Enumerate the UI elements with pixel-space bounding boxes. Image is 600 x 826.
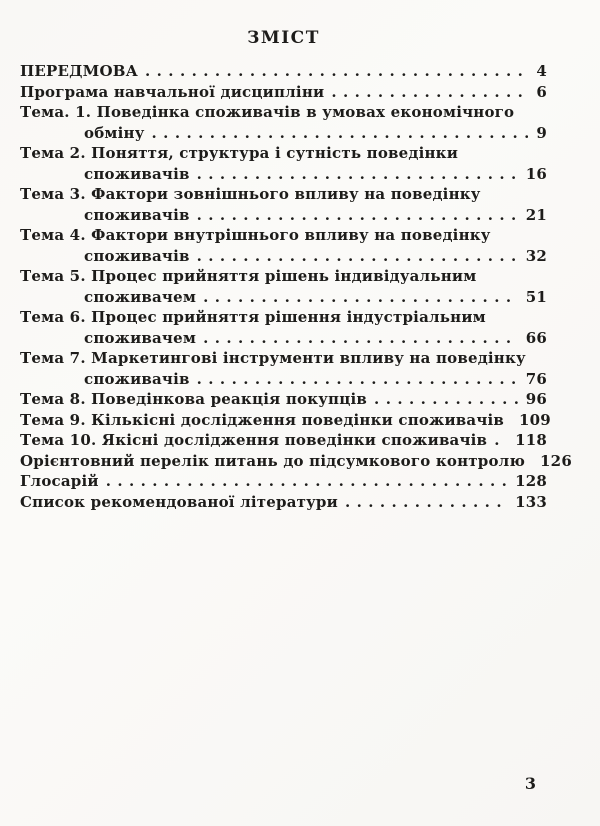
toc-entry — [20, 143, 547, 184]
toc-entries-list — [20, 61, 572, 512]
toc-entry-line — [20, 82, 547, 103]
toc-entry-line — [20, 102, 547, 123]
dot-leader — [190, 164, 518, 185]
toc-entry-label: Тема 10. Якісні дослідження поведінки споживачів — [20, 431, 488, 449]
toc-entry — [20, 451, 572, 472]
toc-entry-line — [20, 61, 547, 82]
toc-entry-page: 9 — [536, 123, 547, 142]
toc-entry — [20, 82, 547, 103]
toc-entry-label: Програма навчальної дисципліни — [20, 82, 325, 101]
dot-leader — [138, 61, 528, 82]
toc-entry-page: 126 — [540, 451, 572, 470]
toc-entry-page: 6 — [536, 82, 547, 101]
folio-page-number: 3 — [524, 774, 536, 793]
toc-entry-line-continuation — [20, 164, 547, 185]
toc-entry-line — [20, 410, 551, 431]
toc-entry — [20, 348, 547, 389]
toc-entry — [20, 61, 547, 82]
toc-entry — [20, 307, 547, 348]
dot-leader — [338, 492, 507, 513]
toc-entry-label: Тема. 1. Поведінка споживачів в умовах економічного — [20, 103, 515, 121]
toc-entry-line-continuation — [20, 246, 547, 267]
dot-leader — [324, 82, 528, 103]
toc-entry-page: 128 — [515, 472, 547, 490]
toc-entry — [20, 471, 547, 492]
toc-entry-line — [20, 492, 547, 513]
toc-entry-label: Глосарій — [20, 472, 99, 490]
dot-leader — [99, 471, 507, 492]
toc-entry-page: 51 — [525, 287, 547, 306]
toc-entry-line-continuation — [20, 328, 547, 349]
toc-entry-page: 133 — [515, 492, 547, 511]
toc-entry — [20, 492, 547, 513]
toc-entry-label-continuation: споживачів — [84, 369, 190, 388]
toc-entry-label-continuation: споживачів — [84, 164, 190, 183]
toc-entry — [20, 389, 547, 410]
toc-entry-label: Тема 5. Процес прийняття рішень індивідуальним — [20, 267, 477, 285]
toc-entry-page: 66 — [525, 328, 547, 347]
toc-entry-line — [20, 389, 547, 410]
toc-entry-label-continuation: споживачем — [84, 328, 197, 347]
toc-entry-line — [20, 184, 547, 205]
toc-entry-label: Тема 3. Фактори зовнішнього впливу на поведінку — [20, 185, 481, 203]
toc-entry-page: 109 — [519, 410, 551, 429]
dot-leader — [367, 389, 518, 410]
toc-entry — [20, 184, 547, 225]
toc-entry-line-continuation — [20, 287, 547, 308]
toc-entry-label-continuation: обміну — [84, 123, 145, 142]
toc-entry-line — [20, 451, 572, 472]
toc-entry-line — [20, 307, 547, 328]
toc-entry — [20, 225, 547, 266]
page-title: ЗМІСТ — [247, 28, 320, 48]
toc-entry-label-continuation: споживачів — [84, 246, 190, 265]
toc-entry-label: Тема 2. Поняття, структура і сутність поведінки — [20, 144, 459, 162]
toc-entry — [20, 410, 551, 431]
dot-leader — [487, 430, 507, 451]
toc-entry-page: 16 — [525, 164, 547, 183]
dot-leader — [190, 205, 518, 226]
toc-entry-page: 32 — [525, 246, 547, 265]
toc-entry — [20, 102, 547, 143]
toc-entry-line — [20, 471, 547, 492]
toc-entry-label-continuation: споживачем — [84, 287, 197, 306]
toc-entry-page: 96 — [525, 390, 547, 408]
toc-entry-line — [20, 348, 547, 369]
toc-entry-label: Тема 8. Поведінкова реакція покупців — [20, 390, 368, 408]
toc-entry — [20, 266, 547, 307]
toc-entry-line — [20, 143, 547, 164]
toc-entry-line — [20, 266, 547, 287]
toc-entry-label: Список рекомендованої літератури — [20, 492, 338, 511]
toc-entry-label: Тема 7. Маркетингові інструменти впливу на поведінку — [20, 349, 526, 367]
toc-entry — [20, 430, 547, 451]
toc-entry-label: Тема 9. Кількісні дослідження поведінки споживачів — [20, 410, 505, 429]
dot-leader — [190, 369, 518, 390]
toc-entry-line-continuation — [20, 369, 547, 390]
dot-leader — [196, 287, 518, 308]
toc-entry-line — [20, 430, 547, 451]
toc-entry-line — [20, 225, 547, 246]
toc-entry-page: 118 — [515, 431, 547, 449]
dot-leader — [525, 451, 532, 472]
toc-entry-line-continuation — [20, 205, 547, 226]
toc-entry-page: 21 — [525, 205, 547, 224]
dot-leader — [190, 246, 518, 267]
toc-entry-page: 4 — [536, 62, 547, 80]
toc-entry-label: ПЕРЕДМОВА — [20, 62, 139, 80]
toc-entry-label-continuation: споживачів — [84, 205, 190, 224]
toc-entry-label: Тема 6. Процес прийняття рішення індустріальним — [20, 308, 486, 326]
toc-entry-page: 76 — [525, 369, 547, 388]
toc-entry-label: Тема 4. Фактори внутрішнього впливу на поведінку — [20, 226, 491, 244]
dot-leader — [145, 123, 529, 144]
dot-leader — [196, 328, 518, 349]
dot-leader — [504, 410, 511, 431]
toc-entry-line-continuation — [20, 123, 547, 144]
toc-entry-label: Орієнтовний перелік питань до підсумкового контролю — [20, 451, 526, 470]
